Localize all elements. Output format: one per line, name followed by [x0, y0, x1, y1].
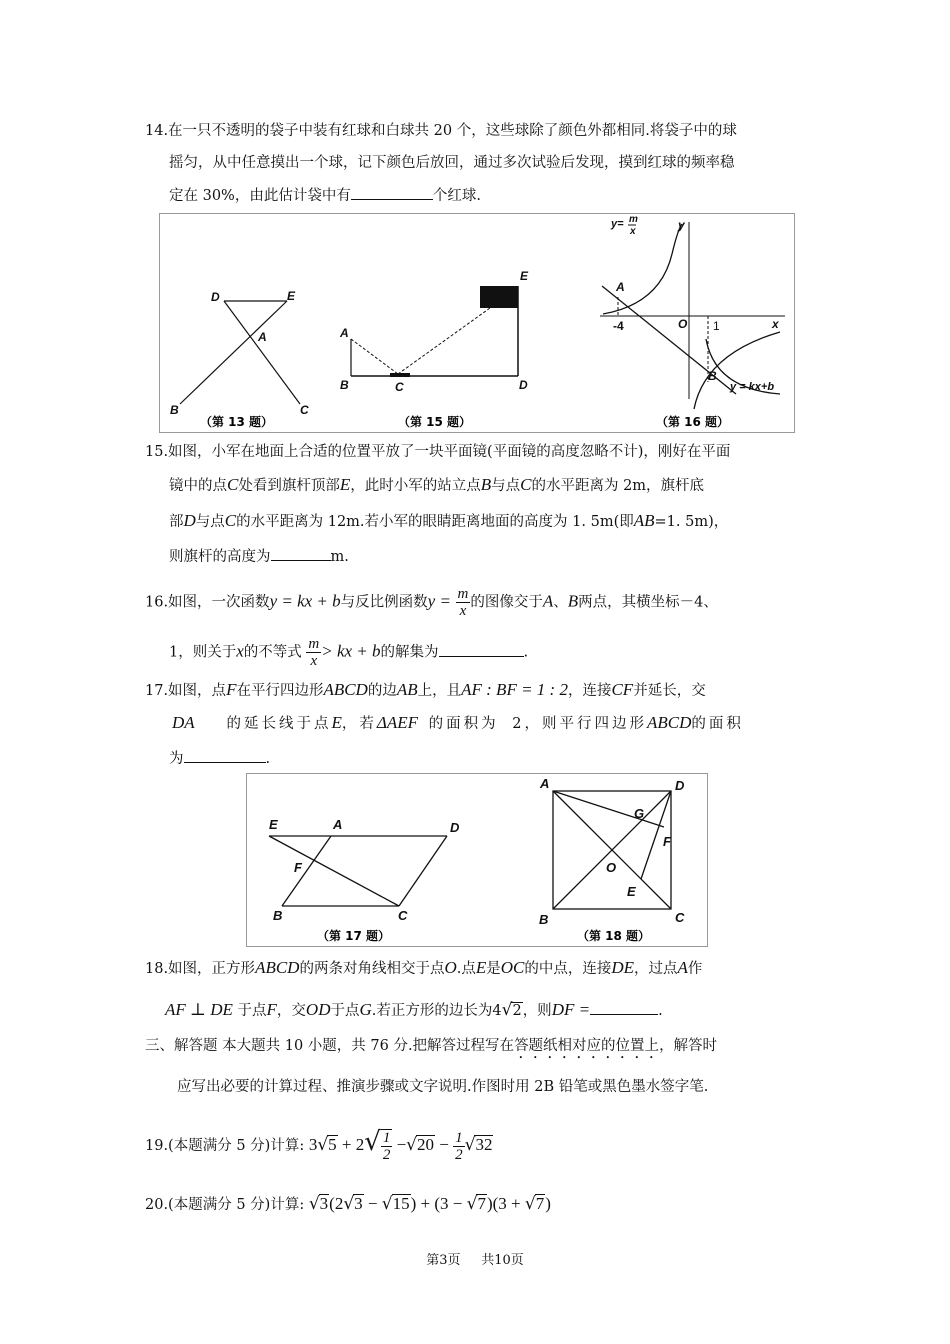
q18-line2	[165, 1000, 663, 1021]
fig18-label-e: E	[627, 884, 636, 899]
q16-var-a: A	[542, 591, 554, 611]
fig13-label-e: E	[287, 289, 296, 303]
q15-var-c: C	[224, 511, 237, 530]
q17-answer-blank[interactable]	[184, 748, 266, 763]
q20-op: )(3 +	[486, 1194, 521, 1213]
q18-var-g: G	[359, 1000, 372, 1019]
sec3-emphasis: 答题纸相对应的位置上	[514, 1038, 660, 1054]
q15-text: =1. 5m)，	[654, 514, 729, 530]
q20-radicand: 3	[319, 1194, 329, 1213]
fig13-label-d: D	[211, 290, 220, 304]
q16-recip-lhs: y =	[427, 591, 451, 611]
q20	[145, 1192, 551, 1217]
q16-ineq-frac	[306, 636, 321, 669]
q18-text: 18.如图，正方形	[145, 961, 256, 977]
radical-icon: √	[317, 1135, 329, 1155]
q15-text: 部	[169, 514, 184, 530]
fig13-label-c: C	[300, 403, 309, 417]
q16-text: 两点，其横坐标－4、	[578, 594, 718, 611]
sec3-line2: 应写出必要的计算过程、推演步骤或文字说明.作图时用 2B 铅笔或黑色墨水签字笔.	[177, 1079, 709, 1095]
q16-frac-den: x	[459, 603, 467, 619]
fig17-label-a: A	[333, 817, 343, 832]
sec3-line1	[145, 1036, 717, 1062]
radical-icon: √	[406, 1135, 418, 1155]
q17-var-abcd: ABCD	[646, 713, 692, 732]
fig13-label-a: A	[258, 330, 267, 344]
q16-text: 1，则关于	[169, 644, 237, 661]
fig15-label-c: C	[395, 380, 404, 394]
q16-var-x: x	[236, 641, 244, 661]
q15-var-b: B	[480, 475, 492, 494]
radical-icon: √	[524, 1194, 536, 1214]
fig16-label-o: O	[678, 317, 688, 331]
q16-text: 、	[553, 594, 568, 611]
q16-line1	[145, 586, 718, 619]
figure-panel-mid	[246, 773, 708, 947]
radical-icon: √	[466, 1194, 478, 1214]
q17-text: 为	[169, 751, 184, 767]
q17-text: 在平行四边形	[236, 683, 324, 699]
q16-line2	[169, 636, 528, 669]
q16-recip-frac	[456, 586, 471, 619]
q15-text: 的水平距离为 2m，旗杆底	[531, 478, 705, 494]
q18-text: 是	[486, 961, 501, 977]
fig17-label-f: F	[294, 860, 302, 875]
q18-var-oc: OC	[500, 958, 525, 977]
q17-text: 的边	[367, 683, 397, 699]
fig18-label-a: A	[540, 776, 550, 791]
fig16-caption: （第 16 题）	[656, 415, 730, 429]
figure-18	[553, 791, 671, 909]
fig17-label-d: D	[450, 820, 460, 835]
fig16-label-x: x	[772, 317, 779, 331]
q19-frac-den: 2	[455, 1146, 463, 1163]
fig15-caption: （第 15 题）	[398, 415, 472, 429]
q19-coef-frac	[453, 1130, 465, 1163]
fig16-tick-1: 1	[713, 319, 720, 333]
q17-var-f: F	[226, 680, 237, 699]
q18-text: 于点	[330, 1003, 360, 1019]
q16-text: 与反比例函数	[340, 594, 428, 611]
q17-var-abcd: ABCD	[323, 680, 368, 699]
sec3-text: ，解答时	[659, 1038, 718, 1054]
radical-icon: √	[308, 1194, 320, 1214]
fig18-label-o: O	[606, 860, 617, 875]
sec3-text: 三、解答题 本大题共 10 小题，共 76 分.把解答过程写在	[145, 1038, 515, 1054]
page-footer	[0, 1249, 950, 1268]
q19-radicand: 32	[475, 1135, 493, 1154]
q16-frac-num: m	[308, 636, 320, 652]
q16-var-b: B	[567, 591, 579, 611]
fig15-label-a: A	[340, 326, 349, 340]
radical-icon: √	[343, 1194, 355, 1214]
radical-icon: √	[381, 1194, 393, 1214]
q15-var-c: C	[520, 475, 532, 494]
q17-text: 的面积	[691, 716, 744, 732]
fig16-eq-lhs: y=	[611, 218, 624, 230]
q18-text: ，则	[522, 1003, 552, 1019]
fig18-label-d: D	[675, 778, 685, 793]
q18-var-de: DE	[611, 958, 635, 977]
q17-var-cf: CF	[611, 680, 634, 699]
q20-op: (2	[329, 1194, 344, 1213]
q14-line2: 摇匀，从中任意摸出一个球，记下颜色后放回，通过多次试验后发现，摸到红球的频率稳	[169, 155, 735, 171]
q20-op: −	[367, 1194, 378, 1213]
q15-var-e: E	[339, 475, 351, 494]
q15-text: 与点	[195, 514, 225, 530]
q15-text: 与点	[491, 478, 521, 494]
q18-perp: AF ⊥ DE	[165, 1000, 233, 1019]
q20-radicand: 3	[354, 1194, 363, 1213]
q18-text: 作	[687, 961, 703, 977]
q19-frac-radicand	[381, 1129, 393, 1163]
q16-text: .	[523, 644, 529, 661]
q17-text: ，连接	[567, 683, 612, 699]
q20-label: 20.(本题满分 5 分)计算:	[145, 1197, 305, 1213]
footer-page-total: 共10页	[481, 1253, 524, 1268]
q16-text: 16.如图，一次函数	[145, 594, 270, 611]
q16-text: 的不等式	[243, 644, 302, 661]
q15-text: ，此时小军的站立点	[350, 478, 481, 494]
q18-text: 的中点，连接	[524, 961, 612, 977]
fig17-label-e: E	[269, 817, 278, 832]
q16-frac-den: x	[310, 653, 318, 669]
q20-op: ) + (3 −	[410, 1194, 463, 1213]
q15-var-c: C	[227, 475, 239, 494]
q18-side-coef: 4	[492, 1003, 502, 1019]
q19-op: −	[396, 1135, 407, 1154]
fig15-label-d: D	[519, 378, 528, 392]
fig16-tick-neg4: -4	[613, 319, 624, 333]
q14-line3-post: 个红球.	[432, 188, 481, 204]
q14-line3	[169, 185, 481, 206]
q20-expression	[309, 1194, 551, 1213]
q17-line1	[145, 680, 706, 701]
q19-frac-num: 1	[455, 1129, 463, 1146]
q19-coef: 3	[308, 1135, 318, 1154]
q17-var-e: E	[331, 713, 342, 732]
q18-text: .若正方形的边长为	[371, 1003, 493, 1019]
q17-text: 上，且	[417, 683, 462, 699]
q16-ineq-rhs: > kx + b	[321, 641, 381, 661]
q14-line3-pre: 定在 30%，由此估计袋中有	[169, 188, 351, 204]
q15-text: 处看到旗杆顶部	[238, 478, 340, 494]
q18-text: .	[658, 1003, 663, 1019]
q15-answer-blank[interactable]	[271, 546, 331, 561]
q15-text: 的水平距离为 12m.若小军的眼睛距离地面的高度为 1. 5m(即	[236, 514, 634, 530]
q18-var-a: A	[677, 958, 688, 977]
fig18-label-b: B	[539, 912, 549, 927]
figure-panel-top	[159, 213, 795, 433]
fig15-mirror	[390, 373, 410, 377]
fig13-label-b: B	[170, 403, 179, 417]
fig18-caption: （第 18 题）	[577, 929, 651, 943]
fig15-flag	[480, 286, 518, 308]
q17-ratio: AF : BF = 1 : 2	[461, 680, 568, 699]
fig16-label-a: A	[616, 280, 625, 294]
q19-op: −	[439, 1135, 449, 1154]
fig18-label-c: C	[675, 910, 685, 925]
fig16-label-y: y	[678, 218, 685, 232]
q19-radicand: 5	[328, 1135, 337, 1154]
q17-var-da: DA	[172, 713, 195, 732]
q17-text: 的面积为 2，则平行四边形	[428, 716, 647, 732]
q17-text: 的延长线于点	[226, 716, 332, 732]
q18-answer-blank[interactable]	[590, 1000, 658, 1015]
q15-var-ab: AB	[633, 511, 655, 530]
q18-side-radicand: 2	[512, 1003, 522, 1019]
footer-page-number: 第3页	[426, 1253, 461, 1268]
q18-var-o: O	[444, 958, 457, 977]
q19-frac-num: 1	[382, 1130, 391, 1147]
fig13-caption: （第 13 题）	[200, 415, 274, 429]
q16-linear-func: y = kx + b	[269, 591, 341, 611]
q17-line2	[172, 713, 744, 734]
q20-op: )	[545, 1194, 551, 1213]
q18-text: .点	[456, 961, 476, 977]
q18-text: ，交	[276, 1003, 306, 1019]
q17-text: .	[265, 751, 271, 767]
q18-var-abcd: ABCD	[255, 958, 300, 977]
fig17-caption: （第 17 题）	[317, 929, 391, 943]
figures-17-18	[247, 774, 707, 946]
radical-icon: √	[364, 1127, 381, 1157]
q19	[145, 1127, 493, 1163]
q15-line2	[169, 475, 704, 496]
q15-line1: 15.如图，小军在地面上合适的位置平放了一块平面镜(平面镜的高度忽略不计)，刚好在平面	[145, 444, 731, 460]
q18-text: ，过点	[634, 961, 678, 977]
q15-text: 镜中的点	[169, 478, 227, 494]
q15-line4	[169, 546, 349, 567]
q14-answer-blank[interactable]	[351, 185, 433, 200]
fig15-label-b: B	[340, 378, 349, 392]
fig18-label-g: G	[634, 806, 645, 821]
q17-var-ab: AB	[396, 680, 418, 699]
q16-answer-blank[interactable]	[439, 642, 524, 657]
q19-expression	[308, 1127, 494, 1164]
q16-frac-num: m	[457, 586, 469, 602]
q14-line1: 14.在一只不透明的袋子中装有红球和白球共 20 个，这些球除了颜色外都相同.将袋子中的球	[145, 123, 737, 139]
q18-text: 于点	[237, 1003, 267, 1019]
q18-var-f: F	[266, 1000, 277, 1019]
fig15-label-e: E	[520, 269, 529, 283]
q18-text: 的两条对角线相交于点	[299, 961, 445, 977]
q18-var-od: OD	[305, 1000, 331, 1019]
q19-op: + 2	[341, 1135, 365, 1154]
q17-text: ，若	[341, 716, 377, 732]
figures-13-15-16	[160, 214, 794, 432]
q15-text: 则旗杆的高度为	[169, 549, 271, 565]
fig18-label-f: F	[663, 834, 671, 849]
q16-text: 的图像交于	[470, 594, 543, 611]
q20-radicand: 7	[477, 1194, 486, 1213]
fig17-label-b: B	[273, 908, 283, 923]
q20-radicand: 15	[392, 1194, 410, 1213]
fig16-eq-linear: y = kx+b	[730, 381, 775, 393]
q15-text: m.	[330, 549, 349, 565]
fig16-eq-den: x	[630, 226, 636, 237]
q19-label: 19.(本题满分 5 分)计算:	[145, 1138, 305, 1154]
radical-icon: √	[501, 1000, 513, 1020]
q16-text: 的解集为	[380, 644, 439, 661]
q15-line3	[169, 511, 728, 532]
fig16-eq-num: m	[629, 214, 638, 225]
figure-13	[180, 301, 300, 404]
q19-radicand: 20	[417, 1135, 435, 1154]
q17-line3	[169, 748, 270, 769]
q15-var-d: D	[183, 511, 196, 530]
fig17-label-c: C	[398, 908, 408, 923]
radical-icon: √	[464, 1135, 476, 1155]
q17-text: 17.如图，点	[145, 683, 227, 699]
q17-var-aef: ΔAEF	[376, 713, 419, 732]
q17-text: 并延长，交	[633, 683, 706, 699]
q18-line1	[145, 958, 702, 979]
q18-var-df: DF =	[551, 1000, 591, 1019]
fig16-label-b: B	[708, 369, 717, 383]
q18-var-e: E	[475, 958, 487, 977]
q20-radicand: 7	[535, 1194, 545, 1213]
q19-frac-den: 2	[382, 1147, 391, 1164]
